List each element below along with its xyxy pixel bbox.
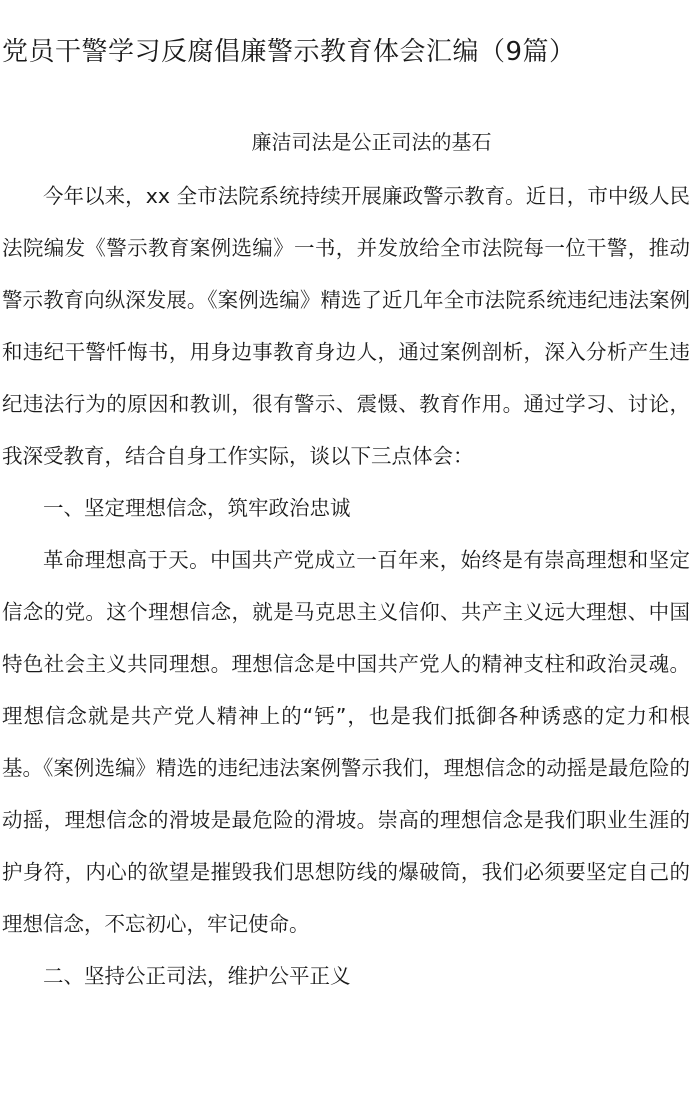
document-title: 党员干警学习反腐倡廉警示教育体会汇编（9篇） (2, 37, 576, 67)
paragraph-intro: 今年以来，xx 全市法院系统持续开展廉政警示教育。近日，市中级人民法院编发《警示教育案例选编》一书，并发放给全市法院每一位干警，推动警示教育向纵深发展。《案例选编》精选了近几年全市法院系统违纪违法案例和违纪干警忏悔书，用身边事教育身边人，通过案例剖析，深入分析产生违纪违法行为的原因和教训，很有警示、震慑、教育作用。通过学习、讨论，我深受教育，结合自身工作实际，谈以下三点体会： (2, 184, 690, 468)
heading-point-one: 一、坚定理想信念，筑牢政治忠诚 (43, 496, 351, 520)
heading-point-two: 二、坚持公正司法，维护公平正义 (43, 964, 351, 988)
document-body (2, 170, 690, 1002)
section-title: 廉洁司法是公正司法的基石 (251, 130, 492, 154)
paragraph-point-one: 革命理想高于天。中国共产党成立一百年来，始终是有崇高理想和坚定信念的党。这个理想信念，就是马克思主义信仰、共产主义远大理想、中国特色社会主义共同理想。理想信念是中国共产党人的精神支柱和政治灵魂。理想信念就是共产党人精神上的“钙”，也是我们抵御各种诱惑的定力和根基。《案例选编》精选的违纪违法案例警示我们，理想信念的动摇是最危险的动摇，理想信念的滑坡是最危险的滑坡。崇高的理想信念是我们职业生涯的护身符，内心的欲望是摧毁我们思想防线的爆破筒，我们必须要坚定自己的理想信念，不忘初心，牢记使命。 (2, 548, 690, 936)
